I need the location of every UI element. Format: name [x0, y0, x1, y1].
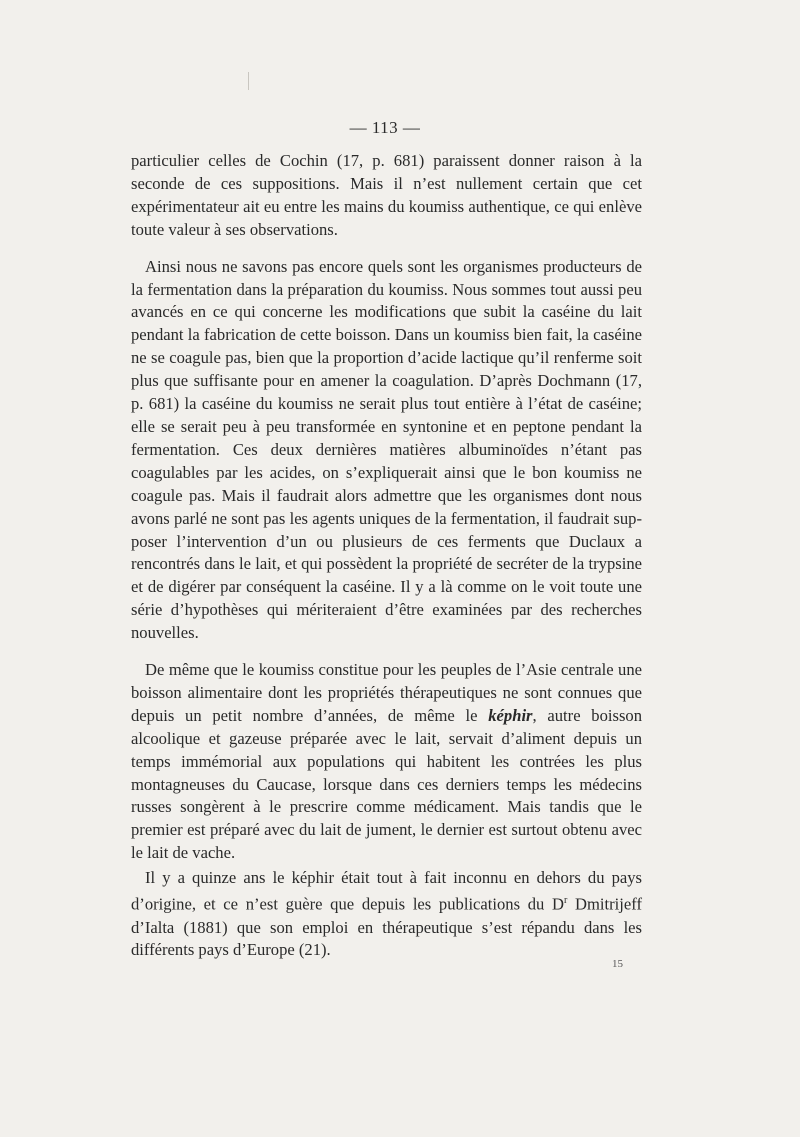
paragraph-4 [131, 867, 642, 962]
doctor-superscript: r [564, 895, 568, 907]
margin-mark [248, 72, 249, 90]
paragraph-3 [131, 659, 642, 865]
paragraph-3-after: , autre boisson alcoolique et gazeuse préparée avec le lait, servait d’aliment depuis un temps immémorial aux populations qui habitent les contrées les plus montagneuses du Caucase, lorsque dans ces derniers temps les médecins russes songèrent à le prescrire comme médicament. Mais tandis que le premier est préparé avec du lait de jument, le dernier est surtout obtenu avec le lait de vache. [131, 705, 642, 863]
keyword-kephir: képhir [488, 705, 533, 725]
paragraph-3-before: De même que le koumiss constitue pour les peuples de l’Asie centrale une boisson alimentaire dont les propriétés thérapeutiques ne sont connues que depuis un petit nombre d’années, de même le [131, 660, 642, 725]
paragraph-2: Ainsi nous ne savons pas encore quels sont les organismes producteurs de la fermentation dans la préparation du koumiss. Nous sommes tout aussi peu avancés en ce qui concerne les modifications que subit la caséine du lait pendant la fabrication de cette boisson. Dans un koumiss bien fait, la caséine ne se coagule pas, bien que la proportion d’acide lactique qu’il renferme soit plus que suffisante pour en amener la coagulation. D’après Dochmann (17, p. 681) la caséine du koumiss ne serait plus tout entière à l’état de caséine; elle se serait peu à peu transformée en syntonine et en peptone pendant la fermentation. Ces deux dernières matières albuminoïdes n’étant pas coagulables par les acides, on s’expliquerait ainsi que le bon koumiss ne coagule pas. Mais il faudrait alors admettre que les organismes dont nous avons parlé ne sont pas les agents uniques de la fermentation, il faudrait supposer l’intervention d’un ou plusieurs de ces ferments que Duclaux a rencontrés dans le lait, et qui possèdent la propriété de secréter de la trypsine et de digérer par conséquent la caséine. Il y a là comme on le voit toute une série d’hypothèses qui mériteraient d’être examinées par des recherches nouvelles. [131, 256, 642, 643]
paragraph-4-after: Dmitrijeff d’Ialta (1881) que son emploi en thérapeutique s’est répandu dans les différents pays d’Europe (21). [131, 894, 642, 960]
page-number: — 113 — [349, 118, 421, 137]
paragraph-4-before: Il y a quinze ans le képhir était tout à fait inconnu en dehors du pays d’origine, et ce n’est guère que depuis les publications du D [131, 868, 642, 914]
paragraph-1: particulier celles de Cochin (17, p. 681) paraissent donner raison à la seconde de ces suppositions. Mais il n’est nullement certain que cet expérimentateur ait eu entre les mains du koumiss authentique, ce qui enlève toute valeur à ses observations. [131, 151, 642, 239]
body-text [131, 150, 642, 962]
signature-mark: 15 [612, 958, 623, 970]
